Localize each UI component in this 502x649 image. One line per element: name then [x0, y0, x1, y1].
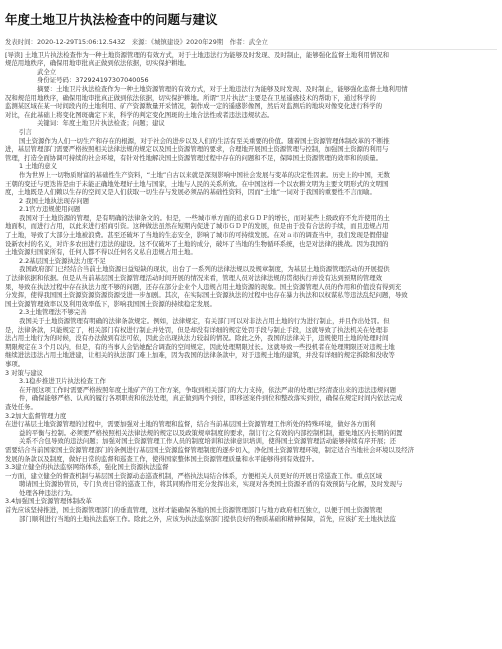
abstract-line-2: 规范用地秩序，确保用地审批真正做到依法依据，切实保护耕地。: [5, 59, 191, 68]
keywords: 关键词：年度土地卫片执法检查；问题；建议: [37, 119, 165, 128]
body-line: 需要结合当前国家国土资源管理部门的条例进行基层国土资源监督管理制度的逐步切入，净化国土资源管理环境，制定适合当地社会环境以及经济: [5, 445, 414, 454]
subsection-heading: 2.3土地管理法不够完善: [19, 308, 87, 317]
body-line: 关系不合包导致的违法问题；加强对国土资源管理工作人员的制度培训和法律意识培训，使得国土资源管理活动能够持续有序开展；还: [19, 437, 397, 446]
section-heading: 3.1稳步推进卫片执法检查工作: [19, 377, 106, 386]
body-line: 国土资源作为人们一切生产和存在的根源，对于社会的进步以及人们的生活有至关重要的价值。随着国土资源管理体制改革的不断推: [19, 136, 390, 145]
summary-line-3: 监测某区域在某一时间段内的土地利用、矿产资源数量开采情况，制作成一定的遥感影像图，然后对监测后的地块对像变化进行科学的: [5, 102, 383, 111]
body-line: 设新农村的名义，对许多农田进行违法的建设。这不仅破坏了土地的成分，破坏了当地的生物循环系统，也是对法律的挑战。因为我国的: [5, 239, 389, 248]
body-line: 继续进法违法占用土地进建，让相关的执法部门难上加难，因为我国的法律条款中，对于违规土地的建筑，并没有详细的规定拆除和没收等: [5, 351, 395, 360]
subsection-heading: 2.1官方违规使用问题: [19, 205, 81, 214]
body-line: 查处任务。: [5, 402, 37, 411]
summary-line-2: 况和规范用地秩序，确保用地审批真正做到依法依据，切实保护耕地。所谓“卫片执法”主要是在卫星遥感技术的帮助下，通过科学的: [5, 93, 376, 102]
subsection-heading: 益的平衡与控制。必须要严格按照相关法律法规的规定以及政策规章制度的要求，制订行之有效的内部控制机制，避免地区内长期的闲置: [19, 428, 403, 437]
author-name: 武全立: [37, 67, 57, 76]
body-line: 土地资源归国家所有，任何人都不得以任何名义私自违规占用土地。: [5, 248, 197, 257]
body-line: 王朝的变迁与更迭皆是由于未能正确地处理好土地与国家，土地与人民的关系所致。在中国这样一个以农耕文明为主要文明形式的文明国: [5, 179, 389, 188]
page-title: 年度土地卫片执法检查中的问题与建议: [5, 12, 218, 27]
body-line: 一方面，建立健全的督查机制与基层国土资源动态巡查机制，严格执法局结合体系，方便相关人员更好的开展日常巡查工作。重点区域: [5, 471, 383, 480]
body-line: 度，土地既是人们赖以生存的空间又是人们获取一切生存与发展必须品的基础性资料，因而“土地”一词对于我国的重要性不言而喻。: [5, 188, 376, 197]
body-line: 了法律依据和依据。但是从当前基层国土资源管理活动时间开展的情况来看，管理人员对法律法规的贯彻执行并没有达到预期的管理效: [5, 274, 383, 283]
body-line: 处理各种违法行为。: [19, 488, 77, 497]
body-line: 3.4加强国土资源管理体制改革: [5, 497, 92, 506]
body-line: 3 对策与建议: [5, 368, 44, 377]
body-line: 分发挥，使得我国国土资源资源资源资源受进一步加剧。其次，在实际国土资源执法的过程中也存在暴力执法和以权谋私等违法乱纪问题，导致: [5, 291, 408, 300]
body-line: 我国关于土地资源管理有明确的法律条款规定。例如，法律规定，有关部门可以对非法占用土地的行为进行制止，并且作出处罚。但: [19, 317, 390, 325]
section-heading: 引言: [19, 127, 32, 136]
body-line: 期限规定在３个月以内，但是，有的当事人会钻她配合调查的空间规定，因此处理期限过长。这就导致一些投机者在处理期限还对违规土地: [5, 342, 395, 351]
article-body: [5, 51, 497, 524]
body-line: 地面积，而进行占用，以此来进行招商引资。这种做法虽然在短期内促进了城市ＧＤＰ的发展，但是由于没有合法的手续，而且违规占用: [5, 222, 389, 231]
body-line: 了土地，导致了大部分土地被浪费。甚至还破坏了当地的生态安全，影响了城市的可持续发展。在对ａ市的调查当中，我们发现是假借建: [5, 231, 389, 240]
subsection-heading: 2.2基层国土资源执法力度不足: [19, 256, 106, 265]
article-meta: 发表时间：2020-12-29T15:06:12.543Z 来源：《城镇建设》2020年29期 作者：武全立: [5, 38, 497, 50]
author-id: 身份证号码：372924197307040056: [37, 76, 149, 85]
body-line: 我国对于土地资源的管理，是有明确的法律条文的。但是，一些城市单方面的追求ＧＤＰ的增长，而对某些上级政府不允许使用的土: [19, 213, 390, 222]
abstract-line-1: [导读] 土地卫片执法检查作为一种土地资源管理的有效方式，对于土地违法行为能够及时发现、及时制止，能够强化监督土地利用情况和: [5, 50, 390, 59]
body-line: 作为世界上一切物质财富的基础性生产资料，“土地”自古以来就是深刻影响中国社会发展与变革的决定性因素。历史上的中国，无数: [19, 170, 390, 179]
section-heading: 1 土地的意义: [19, 162, 58, 171]
section-heading: 2 我国土地执法现存问题: [19, 196, 90, 205]
body-line: 3.2加大监督管理力度: [5, 411, 67, 420]
body-line: 件，确保能够严格、认真的履行各项职责和依法处理，真正做到两个到位，即移送案件到位和整改落实到位，确保在规定时间内依法完成: [19, 394, 403, 403]
body-line: 事项。: [5, 359, 25, 368]
body-line: 法占用土地行为的时候，没有办法做到有法可依，因此会出现执法力较弱的情况。除此之外，我国的法律关于，违规使用土地的处理时间: [5, 334, 389, 343]
body-line: 是，法律条款，只能规定了，相关部门有权进行制止并处罚，但是却没有详细的规定处罚手段与制止手段，这就导致了执法机关在处理非: [5, 325, 389, 334]
body-line: 在进行基层土地资源管理的过程中，需要加强对土地的管理和监督，结合当前基层国土资源管理工作所处的特殊环境，做好各方面利: [5, 420, 376, 429]
body-line: 进，基层管理部门需要严格按照相关法律法规的规定以及国土资源管理的要求，合理地开展国土资源管理与控制，加强国土资源的利用与: [5, 145, 389, 154]
body-line: 果，导致在执法过程中存在执法力度不够的问题，还存在部分企业个人违规占用土地资源的现象。国土资源管理人员的作用和价值没有得到充: [5, 282, 402, 291]
summary-line-1: 摘要：土地卫片执法检查作为一种土地资源管理的有效方式，对于土地违法行为能够及时发现、及时制止，能够强化监督土地利用情: [37, 84, 408, 93]
subsection-heading: 在开展这项工作时需要严格按照年度土地矿产的工作方案，争取到相关部门的大力支持，依法严肃的处理已经清查出来的违法违规问题: [19, 385, 397, 394]
subsection-heading: 聘请国土资源协管员，专门负责日常的巡查工作，将其同购作用充分发挥出来，实现对各类国土资源矛盾的有效预防与化解，及时发现与: [19, 480, 403, 489]
body-line: 我国政府部门已经结合当前土地资源日益短缺的现状，出台了一系列的法律法规以及规章制度，为基层土地资源管理活动的开展提供: [19, 265, 390, 274]
summary-line-4: 对比，在此基础上将变化图斑确定下来，科学的判定变化图斑的土地合法性或者违法违规状态。: [5, 110, 274, 119]
subsection-heading: 部门顺利进行当地的土地执法监察工作。除此之外，应该为执法监察部门提供良好的物质基础和精神保障，首先，应该扩充土地执法监: [19, 514, 397, 523]
body-line: 发展的条款以及制度，做好日常的监督和巡查工作，使得国家整体国土资源管理质量和水平能够得到有效提升。: [5, 454, 319, 463]
body-line: 首先应该坚持推进，国土资源管理部门的垂直管理，这样才能确保各地的国土资源管理部门与地方政府相互独立，以便于国土资源管理: [5, 506, 383, 515]
body-line: 管理，打造全面协调可持续的社会环境，有针对性地解决国土资源管理过程中存在的问题和不足，保障国土资源管理的效率和的质量。: [5, 153, 383, 162]
body-line: 3.3建立健全的执法监察网络体系，强化国土资源执法监督: [5, 463, 169, 472]
body-line: 国土资源管理效率以及利用效率低下，影响我国国土资源的持续稳定发展。: [5, 299, 216, 308]
